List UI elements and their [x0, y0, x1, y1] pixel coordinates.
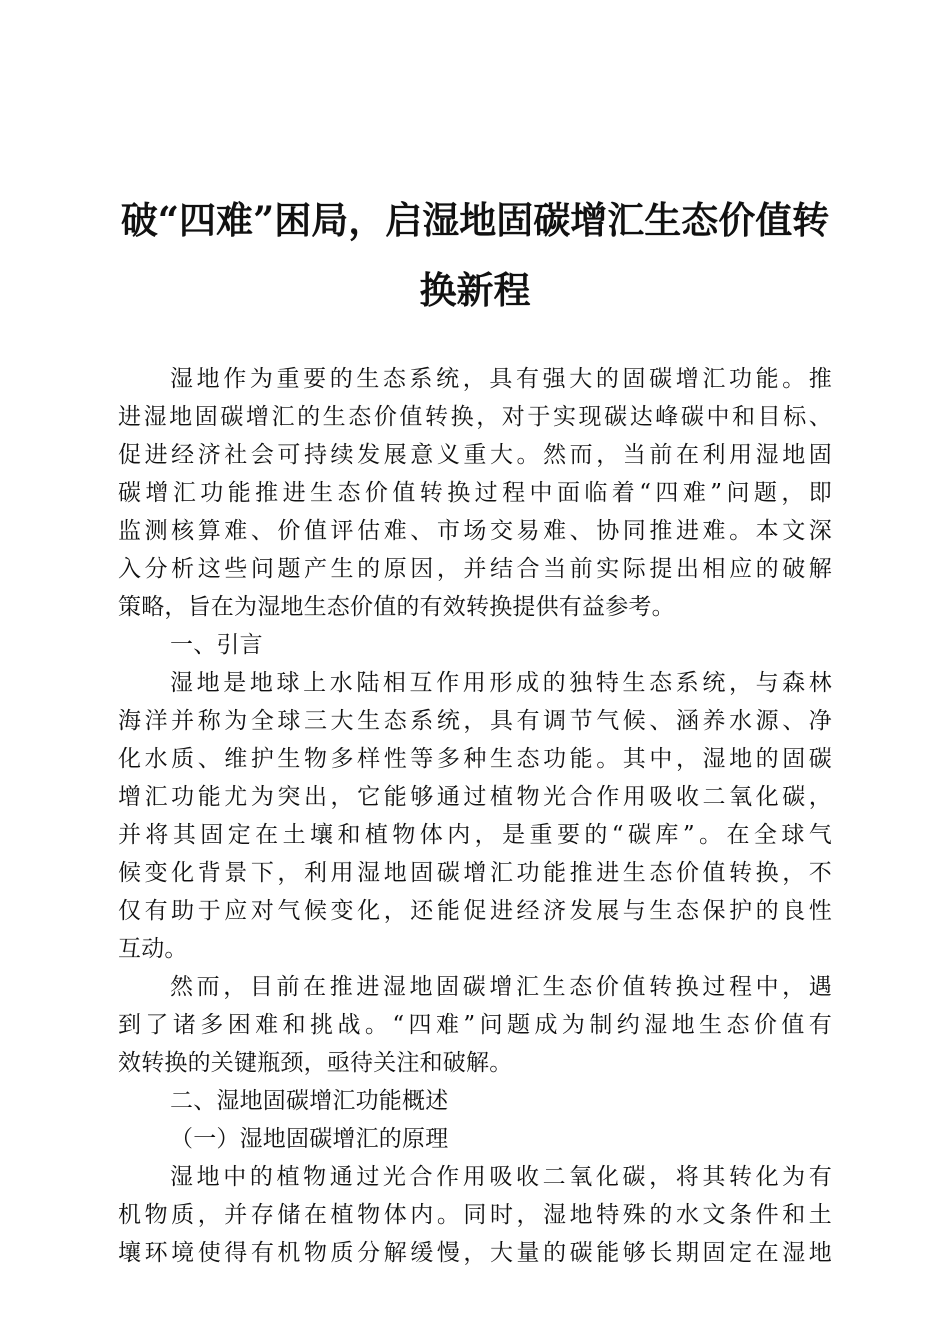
paragraph-line: 并将其固定在土壤和植物体内，是重要的“碳库”。在全球气	[118, 822, 832, 848]
paragraph-line: 到了诸多困难和挑战。“四难”问题成为制约湿地生态价值有	[118, 1012, 832, 1038]
subsection-heading-principle: （一）湿地固碳增汇的原理	[170, 1126, 449, 1152]
paragraph-line: 化水质、维护生物多样性等多种生态功能。其中，湿地的固碳	[118, 746, 832, 772]
paragraph-line: 碳增汇功能推进生态价值转换过程中面临着“四难”问题，即	[118, 480, 832, 506]
paragraph-line: 入分析这些问题产生的原因，并结合当前实际提出相应的破解	[118, 556, 832, 582]
document-title-line-1: 破“四难”困局，启湿地固碳增汇生态价值转	[120, 198, 830, 242]
paragraph-line: 湿地是地球上水陆相互作用形成的独特生态系统，与森林	[170, 670, 832, 696]
section-heading-intro: 一、引言	[170, 632, 263, 658]
section-heading-overview: 二、湿地固碳增汇功能概述	[170, 1088, 449, 1114]
paragraph-line: 增汇功能尤为突出，它能够通过植物光合作用吸收二氧化碳，	[118, 784, 832, 810]
document-body	[118, 360, 832, 1272]
paragraph-line: 湿地中的植物通过光合作用吸收二氧化碳，将其转化为有	[170, 1164, 832, 1190]
paragraph-line: 壤环境使得有机物质分解缓慢，大量的碳能够长期固定在湿地	[118, 1240, 832, 1266]
paragraph-line: 候变化背景下，利用湿地固碳增汇功能推进生态价值转换，不	[118, 860, 832, 886]
paragraph-line: 进湿地固碳增汇的生态价值转换，对于实现碳达峰碳中和目标、	[118, 404, 832, 430]
paragraph-line: 监测核算难、价值评估难、市场交易难、协同推进难。本文深	[118, 518, 832, 544]
paragraph-line: 海洋并称为全球三大生态系统，具有调节气候、涵养水源、净	[118, 708, 832, 734]
paragraph-line: 策略，旨在为湿地生态价值的有效转换提供有益参考。	[118, 594, 675, 620]
paragraph-line: 湿地作为重要的生态系统，具有强大的固碳增汇功能。推	[170, 366, 832, 392]
paragraph-line: 机物质，并存储在植物体内。同时，湿地特殊的水文条件和土	[118, 1202, 832, 1228]
document-title-line-2: 换新程	[419, 268, 531, 312]
paragraph-line: 促进经济社会可持续发展意义重大。然而，当前在利用湿地固	[118, 442, 832, 468]
paragraph-line: 仅有助于应对气候变化，还能促进经济发展与生态保护的良性	[118, 898, 832, 924]
paragraph-line: 互动。	[118, 936, 188, 962]
paragraph-line: 然而，目前在推进湿地固碳增汇生态价值转换过程中，遇	[170, 974, 832, 1000]
paragraph-line: 效转换的关键瓶颈，亟待关注和破解。	[118, 1050, 513, 1076]
